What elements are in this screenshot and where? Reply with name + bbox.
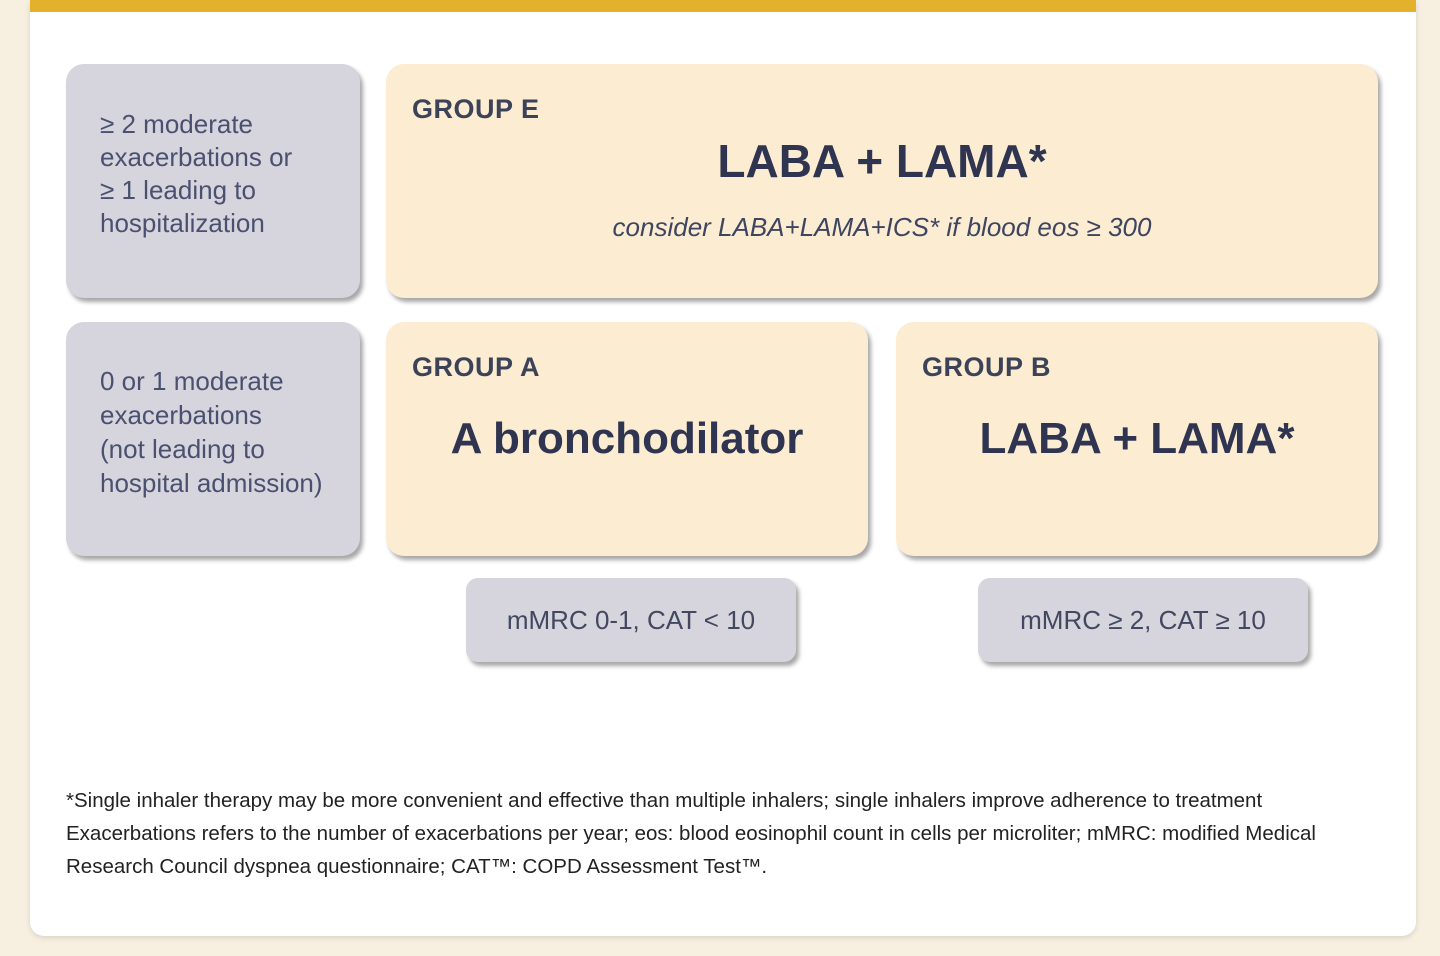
- group-e-therapy: LABA + LAMA*: [717, 135, 1047, 187]
- footnote-abbreviations: Exacerbations refers to the number of exacerbations per year; eos: blood eosinophil count in cells per microliter; mMRC: modified Medical Research Council dyspnea questionnaire; CAT™: COPD Assessment Test™.: [66, 822, 1316, 878]
- group-e-note: consider LABA+LAMA+ICS* if blood eos ≥ 300: [612, 212, 1152, 242]
- symptom-low-box: [466, 578, 796, 662]
- symptom-high-label: mMRC ≥ 2, CAT ≥ 10: [1020, 604, 1266, 635]
- group-b-title: GROUP B: [922, 352, 1052, 382]
- group-e-box: [386, 64, 1378, 298]
- group-a-therapy: A bronchodilator: [450, 414, 804, 463]
- accent-bar: [30, 0, 1416, 12]
- exacerbation-high-label: ≥ 2 moderate exacerbations or ≥ 1 leading to hospitalization: [100, 109, 293, 238]
- footnotes: [66, 784, 1366, 883]
- group-b-therapy: LABA + LAMA*: [979, 414, 1295, 463]
- symptom-high-box: [978, 578, 1308, 662]
- exacerbation-low-label: 0 or 1 moderate exacerbations (not leading to hospital admission): [100, 366, 323, 498]
- group-a-box: [386, 322, 868, 556]
- exacerbation-low-label-box: [66, 322, 360, 556]
- group-e-title: GROUP E: [412, 94, 540, 124]
- group-a-title: GROUP A: [412, 352, 541, 382]
- exacerbation-high-label-box: [66, 64, 360, 298]
- symptom-low-label: mMRC 0-1, CAT < 10: [506, 604, 756, 635]
- group-b-box: [896, 322, 1378, 556]
- footnote-single-inhaler: *Single inhaler therapy may be more convenient and effective than multiple inhalers; single inhalers improve adherence to treatment: [66, 789, 1263, 812]
